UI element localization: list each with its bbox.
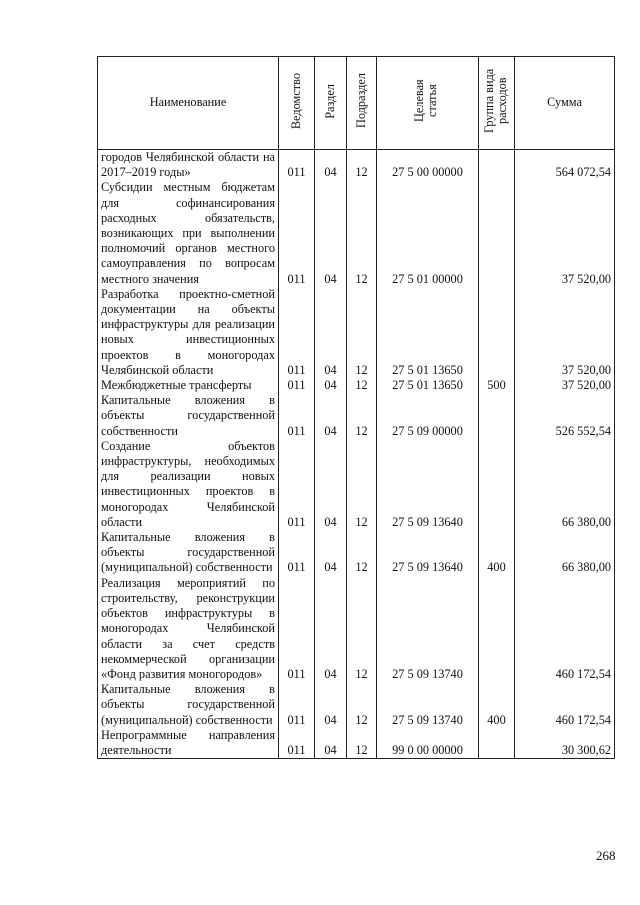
cell-razdel: 04 xyxy=(315,287,347,378)
cell-group xyxy=(479,728,515,759)
cell-group xyxy=(479,287,515,378)
cell-razdel: 04 xyxy=(315,530,347,576)
header-name: Наименование xyxy=(98,57,279,150)
cell-target: 27 5 09 13740 xyxy=(377,682,479,728)
table-row xyxy=(98,180,615,286)
cell-vedomstvo: 011 xyxy=(279,393,315,439)
cell-name: Капитальные вложения в объекты государственной (муниципальной) собственности xyxy=(98,530,279,576)
cell-target: 27 5 09 13640 xyxy=(377,530,479,576)
cell-name: Непрограммные направления деятельности xyxy=(98,728,279,759)
cell-target: 27 5 01 13650 xyxy=(377,378,479,393)
cell-razdel: 04 xyxy=(315,682,347,728)
cell-group xyxy=(479,150,515,181)
cell-podrazdel: 12 xyxy=(347,682,377,728)
cell-vedomstvo: 011 xyxy=(279,287,315,378)
cell-sum: 564 072,54 xyxy=(515,150,615,181)
cell-podrazdel: 12 xyxy=(347,180,377,286)
cell-razdel: 04 xyxy=(315,576,347,682)
table-row xyxy=(98,439,615,530)
page-number: 268 xyxy=(596,848,616,863)
table-row xyxy=(98,530,615,576)
cell-vedomstvo: 011 xyxy=(279,728,315,759)
cell-vedomstvo: 011 xyxy=(279,682,315,728)
cell-group xyxy=(479,439,515,530)
header-target: Целевая статья xyxy=(377,57,479,150)
cell-sum: 66 380,00 xyxy=(515,530,615,576)
table-header-row xyxy=(98,57,615,150)
cell-podrazdel: 12 xyxy=(347,728,377,759)
cell-podrazdel: 12 xyxy=(347,576,377,682)
cell-target: 27 5 09 13740 xyxy=(377,576,479,682)
cell-name: Капитальные вложения в объекты государственной (муниципальной) собственности xyxy=(98,682,279,728)
cell-podrazdel: 12 xyxy=(347,393,377,439)
cell-razdel: 04 xyxy=(315,180,347,286)
cell-razdel: 04 xyxy=(315,378,347,393)
cell-sum: 460 172,54 xyxy=(515,682,615,728)
header-sum: Сумма xyxy=(515,57,615,150)
header-podrazdel: Подраздел xyxy=(347,57,377,150)
cell-razdel: 04 xyxy=(315,439,347,530)
cell-group xyxy=(479,180,515,286)
cell-group xyxy=(479,393,515,439)
cell-name: Реализация мероприятий по строительству, реконструкции объектов инфраструктуры в моногородах Челябинской области за счет средств некоммерческой организации «Фонд развития моногородов» xyxy=(98,576,279,682)
cell-vedomstvo: 011 xyxy=(279,530,315,576)
cell-vedomstvo: 011 xyxy=(279,576,315,682)
cell-group: 400 xyxy=(479,530,515,576)
cell-sum: 526 552,54 xyxy=(515,393,615,439)
cell-podrazdel: 12 xyxy=(347,287,377,378)
table-row xyxy=(98,287,615,378)
cell-target: 27 5 00 00000 xyxy=(377,150,479,181)
cell-name: Капитальные вложения в объекты государственной собственности xyxy=(98,393,279,439)
cell-sum: 460 172,54 xyxy=(515,576,615,682)
cell-vedomstvo: 011 xyxy=(279,378,315,393)
cell-vedomstvo: 011 xyxy=(279,180,315,286)
table-row xyxy=(98,728,615,759)
cell-target: 27 5 01 13650 xyxy=(377,287,479,378)
cell-razdel: 04 xyxy=(315,728,347,759)
cell-razdel: 04 xyxy=(315,150,347,181)
cell-target: 27 5 09 13640 xyxy=(377,439,479,530)
table-row xyxy=(98,150,615,181)
cell-target: 27 5 09 00000 xyxy=(377,393,479,439)
cell-target: 27 5 01 00000 xyxy=(377,180,479,286)
cell-group: 400 xyxy=(479,682,515,728)
cell-podrazdel: 12 xyxy=(347,530,377,576)
cell-podrazdel: 12 xyxy=(347,439,377,530)
cell-name: Межбюджетные трансферты xyxy=(98,378,279,393)
table-row xyxy=(98,576,615,682)
table-row xyxy=(98,378,615,393)
cell-sum: 37 520,00 xyxy=(515,287,615,378)
cell-group xyxy=(479,576,515,682)
cell-sum: 37 520,00 xyxy=(515,378,615,393)
cell-group: 500 xyxy=(479,378,515,393)
table-row xyxy=(98,393,615,439)
cell-podrazdel: 12 xyxy=(347,378,377,393)
header-razdel: Раздел xyxy=(315,57,347,150)
cell-name: Субсидии местным бюджетам для софинансирования расходных обязательств, возникающих при выполнении полномочий органов местного самоуправления по вопросам местного значения xyxy=(98,180,279,286)
cell-vedomstvo: 011 xyxy=(279,150,315,181)
cell-sum: 66 380,00 xyxy=(515,439,615,530)
header-vedomstvo: Ведомство xyxy=(279,57,315,150)
cell-target: 99 0 00 00000 xyxy=(377,728,479,759)
cell-name: городов Челябинской области на 2017–2019 годы» xyxy=(98,150,279,181)
cell-razdel: 04 xyxy=(315,393,347,439)
cell-sum: 30 300,62 xyxy=(515,728,615,759)
cell-name: Создание объектов инфраструктуры, необходимых для реализации новых инвестиционных проектов в моногородах Челябинской области xyxy=(98,439,279,530)
budget-table xyxy=(97,56,615,759)
cell-podrazdel: 12 xyxy=(347,150,377,181)
cell-name: Разработка проектно-сметной документации на объекты инфраструктуры для реализации новых инвестиционных проектов в моногородах Челябинской области xyxy=(98,287,279,378)
header-group: Группа вида расходов xyxy=(479,57,515,150)
cell-vedomstvo: 011 xyxy=(279,439,315,530)
cell-sum: 37 520,00 xyxy=(515,180,615,286)
table-row xyxy=(98,682,615,728)
